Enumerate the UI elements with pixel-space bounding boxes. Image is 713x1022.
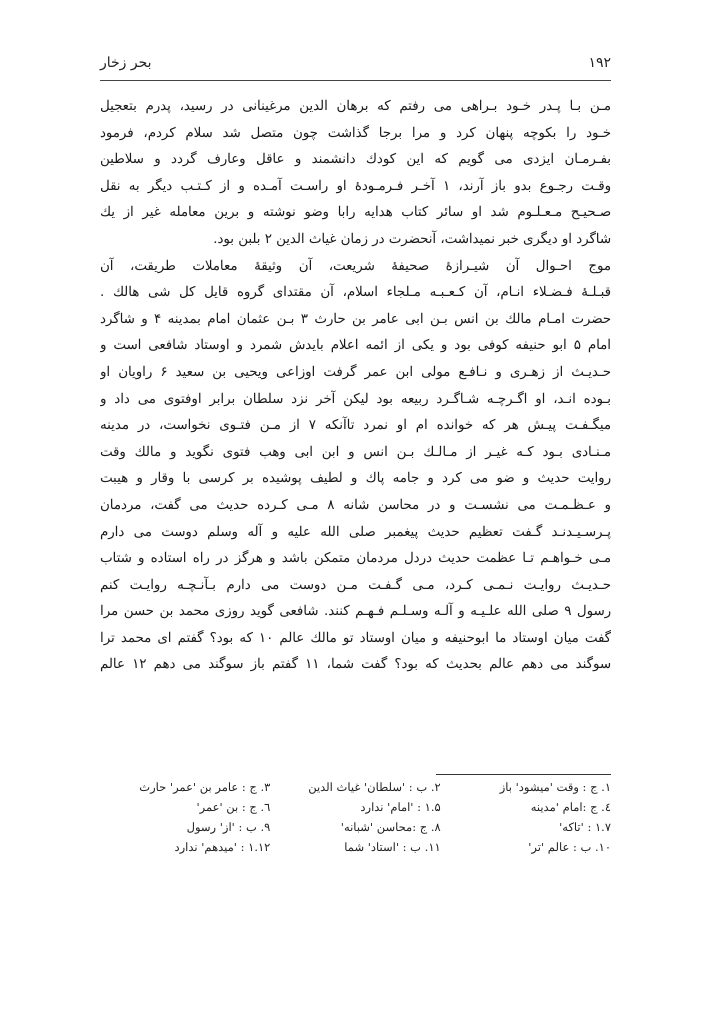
footnote: ٦. ج : بن 'عمر' (196, 800, 271, 814)
text-line: امام ۵ ابو حنیفه کوفی بود و یکی از ائمه اعلام بایدش شمرد و اوستاد شافعی است و (100, 338, 611, 354)
footnote: ۲. ب : 'سلطان' غیاث الدین (308, 780, 441, 794)
text-line: و عـظـمـت می نشسـت و در محاسن شانه ۸ مـی کـرده حدیث می گفت، مردمان (100, 497, 611, 513)
page-number: ۱۹۲ (588, 55, 611, 71)
footnote: ۱۱. ب : 'استاد' شما (344, 840, 441, 854)
footnote: ۱۰. ب : عالم 'تر' (528, 840, 611, 854)
header-divider (100, 80, 611, 81)
text-line: صـحیـح مـعـلـوم شد او سائر کتاب هدایه رابا وضو نوشته و برین معامله غیر از یك (100, 205, 611, 221)
text-line: حـدیـث روایـت نـمـی کـرد، مـی گـفـت مـن دوست می دارم بـآنـچـه روایـت کنم (100, 577, 611, 593)
running-title: بحر زخار (100, 55, 152, 71)
main-text (100, 94, 611, 679)
text-line: بفـرمـان ایزدی می گویم که این کودك دانشمند و عاقل وعارف گردد و سلاطین (100, 152, 611, 168)
text-line: حضرت امـام مالك بن انس بـن ابی عامر بن حارث ۳ بـن عثمان امام بمدینه ۴ و شاگرد (100, 311, 611, 327)
footnote: ۸. ج :محاسن 'شبانه' (340, 820, 441, 834)
text-line: شاگرد او دیگری خبر نمیداشت، آنحضرت در زمان غیاث الدین ۲ بلبن بود. (213, 231, 611, 247)
footnote: ۱. ج : وقت 'میشود' باز (499, 780, 611, 794)
text-line: مـنـادی بـود کـه غیـر از مـالـك بـن انس و ابن ابی وهب فتوی نگوید و مالك وقت (100, 444, 611, 460)
text-line: حـدیـث از زهـری و نـافـع مولی ابن عمر گرفت اوزاعی ویحیی بن سعید ۶ راویان او (100, 364, 611, 380)
text-line: خـود را بکوچه پنهان کرد و مرا برجا گذاشت چون متصل شد سلام کردم، فرمود (100, 125, 611, 141)
text-line: روایت حدیث و ضو می کرد و جامه پاك و لطیف پوشیده بر کرسی با وقار و هیبت (100, 471, 611, 487)
footnote: ۳. ج : عامر بن 'عمر' حارث (139, 780, 271, 794)
text-line: مـی خـواهـم تـا عظمت حدیث دردل مردمان متمکن باشد و هرگز در راه استاده و شتاب (100, 551, 611, 567)
text-line: مـن بـا پـدر خـود بـراهی می رفتم که برهان الدین مرغینانی در رسید، پدرم بتعجیل (100, 99, 611, 114)
text-line: وقـت رجـوع بدو باز آرند، ۱ آخـر فـرمـودهٔ او راسـت آمـده و از کـتـب دیگر به نقل (100, 178, 611, 194)
text-line: بـوده انـد، او اگـرچـه شـاگـرد ربیعه بود لیکن آخر نزد سلطان برابر اوفتوی می داد و (100, 391, 611, 407)
footnote-divider (436, 774, 611, 775)
footnote: ۱.۷ : 'تاکه' (559, 820, 611, 834)
page-header (100, 52, 611, 74)
text-line: گفت میان اوستاد ما ابوحنیفه و میان اوستاد تو مالك عالم ۱۰ که بود؟ گفتم ای محمد ترا (100, 630, 611, 646)
text-line: پـرسـیـدنـد گـفت تعظیم حدیث پیغمبر صلی الله علیه و آله وسلم دوست می دارم (100, 524, 611, 540)
footnote: ۱.۵ : 'امام' ندارد (360, 800, 441, 814)
footnote: ٤. ج :امام 'مدینه (530, 800, 611, 814)
text-line: سوگند می دهم عالم بحدیث که بود؟ گفت شما، ۱۱ گفتم باز سوگند می دهم ۱۲ عالم (100, 657, 611, 673)
text-line: رسول ۹ صلی الله علـیـه و آلـه وسـلـم فـهـم کنند. شافعی گوید روزی محمد بن حسن مرا (100, 604, 611, 620)
footnote: ۱.۱۲ : 'میدهم' ندارد (174, 840, 271, 854)
footnote: ۹. ب : 'از' رسول (186, 820, 271, 834)
footnotes (100, 780, 611, 854)
text-line: قبـلـهٔ فـضـلاء انـام، آن کـعـبـه مـلجاء اسلام، آن مقتدای گروه قایل کل شی هالك . (100, 285, 611, 301)
text-line: موج احـوال آن شیـرازهٔ صحیفهٔ شریعت، آن وثیقهٔ معاملات طریقت، آن (100, 258, 611, 274)
text-line: میگـفـت پیـش هر که خوانده ام او نمرد تاآنکه ۷ از مـن فتـوی نخواست، در مدینه (100, 418, 611, 434)
